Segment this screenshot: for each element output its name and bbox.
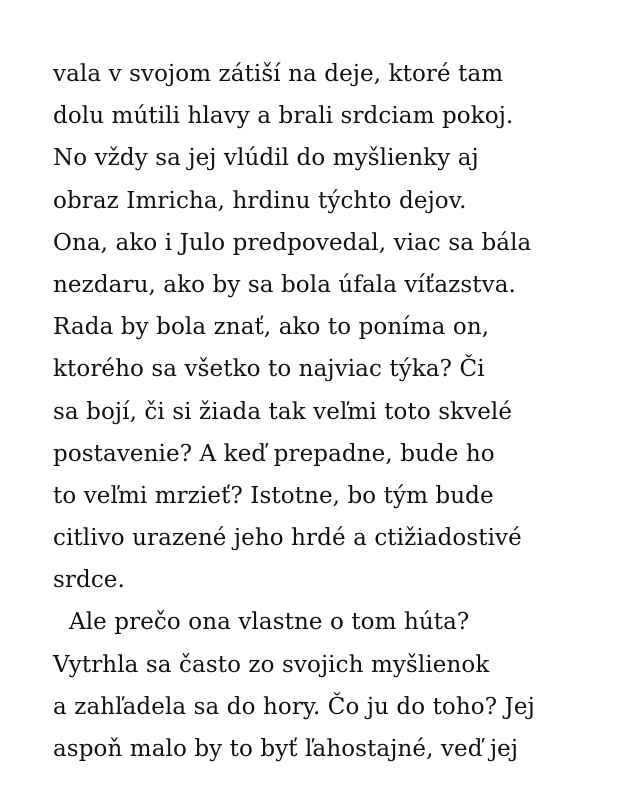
text-line: Vytrhla sa často zo svojich myšlienok xyxy=(53,651,490,678)
text-line: Rada by bola znať, ako to poníma on, xyxy=(53,314,490,341)
text-line: nezdaru, ako by sa bola úfala víťazstva. xyxy=(53,271,516,298)
text-line: obraz Imricha, hrdinu týchto dejov. xyxy=(53,187,467,214)
book-text xyxy=(53,53,623,770)
text-line: ktorého sa všetko to najviac týka? Či xyxy=(53,356,485,383)
text-line: No vždy sa jej vlúdil do myšlienky aj xyxy=(53,145,479,172)
text-line: srdce. xyxy=(53,567,125,594)
text-line: dolu mútili hlavy a brali srdciam pokoj. xyxy=(53,103,514,130)
text-line: postavenie? A keď prepadne, bude ho xyxy=(53,440,495,467)
text-line: aspoň malo by to byť ľahostajné, veď jej xyxy=(53,736,519,762)
text-line: vala v svojom zátiší na deje, ktoré tam xyxy=(53,61,504,87)
text-line: sa bojí, či si žiada tak veľmi toto skvelé xyxy=(53,398,513,425)
text-line: to veľmi mrzieť? Istotne, bo tým bude xyxy=(53,482,494,509)
text-line: citlivo urazené jeho hrdé a ctižiadostivé xyxy=(53,525,522,552)
text-line: a zahľadela sa do hory. Čo ju do toho? Jej xyxy=(53,693,535,720)
text-line: Ona, ako i Julo predpovedal, viac sa bála xyxy=(53,229,532,256)
text-line: Ale prečo ona vlastne o tom húta? xyxy=(69,609,470,636)
